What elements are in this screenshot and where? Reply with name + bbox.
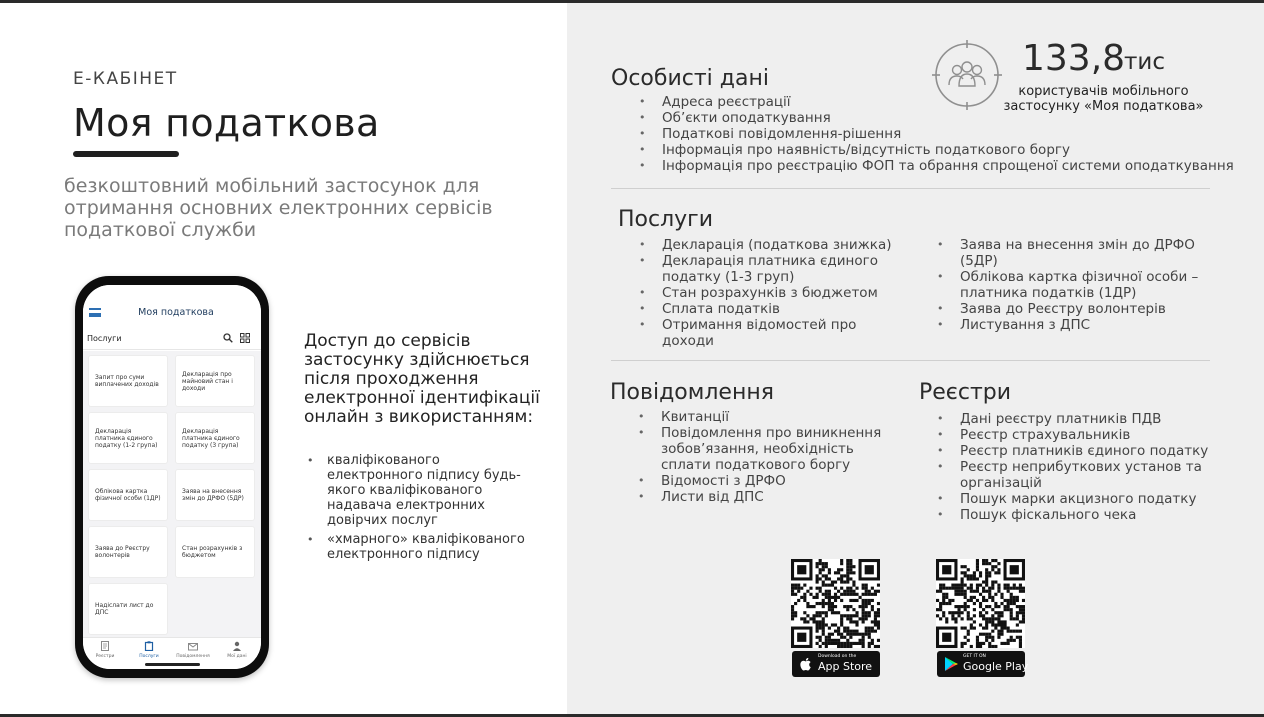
tab-label: Повідомлення: [176, 654, 210, 659]
access-methods-list: [306, 453, 536, 566]
service-tile[interactable]: Декларація платника єдиного податку (1-2 група): [88, 412, 168, 464]
service-tile[interactable]: Заява на внесення змін до ДРФО (5ДР): [175, 469, 255, 521]
services-bar: [83, 329, 261, 350]
list-item: • Стан розрахунків з бюджетом: [637, 285, 907, 301]
list-item: • Реєстр платників єдиного податку: [935, 443, 1215, 459]
qr-code-google-play[interactable]: [936, 559, 1025, 648]
google-play-label: Google Play: [963, 660, 1029, 673]
list-item: • Декларація платника єдиного податку (1-3 груп): [637, 253, 907, 285]
registry-icon: [100, 641, 110, 651]
service-tile[interactable]: Запит про суми виплачених доходів: [88, 355, 168, 407]
list-item: • Квитанції: [636, 409, 886, 425]
clipboard-icon: [144, 641, 154, 651]
stat-unit: тис: [1124, 49, 1165, 75]
list-item: • Податкові повідомлення-рішення: [637, 126, 1237, 142]
list-item: • Заява до Реєстру волонтерів: [935, 301, 1205, 317]
phone-screen: [83, 285, 261, 669]
app-store-label: App Store: [818, 660, 873, 673]
personal-data-list: [637, 94, 1237, 174]
tab-registries[interactable]: [83, 641, 127, 659]
list-item: • Листи від ДПС: [636, 489, 886, 505]
service-tile[interactable]: Стан розрахунків з бюджетом: [175, 526, 255, 578]
divider: [611, 188, 1210, 189]
section-title-personal: Особисті дані: [611, 66, 769, 91]
registries-list: [935, 411, 1215, 523]
page-subtitle: безкоштовний мобільний застосунок для отримання основних електронних сервісів податкової служби: [64, 175, 493, 241]
list-item: • Заява на внесення змін до ДРФО (5ДР): [935, 237, 1205, 269]
list-item: • Сплата податків: [637, 301, 907, 317]
divider: [611, 360, 1210, 361]
tab-label: Реєстри: [95, 654, 115, 659]
app-store-small-label: Download on the: [818, 654, 857, 659]
services-list-col2: [935, 237, 1205, 333]
search-icon[interactable]: [223, 333, 233, 343]
section-title-notifications: Повідомлення: [610, 380, 774, 405]
list-item: • Реєстр страхувальників: [935, 427, 1215, 443]
title-underline: [73, 151, 179, 157]
google-play-badge[interactable]: [937, 651, 1029, 677]
list-item: • Повідомлення про виникнення зобов’язання, необхідність сплати податкового боргу: [636, 425, 886, 473]
list-item: • Відомості з ДРФО: [636, 473, 886, 489]
service-tile[interactable]: Облікова картка фізичної особи (1ДР): [88, 469, 168, 521]
list-item: • Інформація про наявність/відсутність податкового боргу: [637, 142, 1237, 158]
tab-my-data[interactable]: [215, 641, 259, 659]
tab-label: Мої дані: [227, 654, 247, 659]
menu-icon[interactable]: [89, 308, 101, 317]
services-label: Послуги: [87, 334, 122, 343]
person-icon: [232, 641, 242, 651]
app-header: [83, 285, 261, 327]
phone-mockup: [75, 276, 269, 678]
service-tile[interactable]: Декларація про майновий стан і доходи: [175, 355, 255, 407]
notifications-list: [636, 409, 886, 505]
grid-view-icon[interactable]: [240, 333, 250, 343]
access-description: Доступ до сервісів застосунку здійснюється після проходження електронної ідентифікації онлайн з використанням:: [304, 331, 540, 427]
list-item: • Пошук марки акцизного податку: [935, 491, 1215, 507]
list-item: • кваліфікованого електронного підпису будь-якого кваліфікованого надавача електронних довірчих послуг: [306, 453, 536, 528]
list-item: • Реєстр неприбуткових установ та організацій: [935, 459, 1215, 491]
section-title-registries: Реєстри: [919, 380, 1012, 405]
list-item: • Декларація (податкова знижка): [637, 237, 907, 253]
section-title-services: Послуги: [618, 207, 714, 232]
list-item: • Отримання відомостей про доходи: [637, 317, 907, 349]
google-play-icon: [943, 656, 959, 672]
list-item: • Адреса реєстрації: [637, 94, 1237, 110]
service-tiles: [83, 351, 261, 637]
tab-notifications[interactable]: [171, 641, 215, 659]
tab-label: Послуги: [139, 654, 159, 659]
list-item: • Листування з ДПС: [935, 317, 1205, 333]
kicker-label: Е-КАБІНЕТ: [73, 69, 178, 89]
stat-caption: користувачів мобільного застосунку «Моя податкова»: [1003, 84, 1204, 114]
list-item: • «хмарного» кваліфікованого електронного підпису: [306, 532, 536, 562]
list-item: • Дані реєстру платників ПДВ: [935, 411, 1215, 427]
home-indicator: [145, 663, 200, 666]
qr-code-app-store[interactable]: [791, 559, 880, 648]
list-item: • Пошук фіскального чека: [935, 507, 1215, 523]
tab-services[interactable]: [127, 641, 171, 659]
service-tile[interactable]: Декларація платника єдиного податку (3 група): [175, 412, 255, 464]
service-tile[interactable]: Заява до Реєстру волонтерів: [88, 526, 168, 578]
app-title: Моя податкова: [138, 307, 214, 318]
page-title: Моя податкова: [73, 101, 380, 145]
list-item: • Інформація про реєстрацію ФОП та обрання спрощеної системи оподаткування: [637, 158, 1237, 174]
google-play-small-label: GET IT ON: [963, 654, 986, 659]
envelope-icon: [188, 641, 198, 651]
list-item: • Облікова картка фізичної особи – платника податків (1ДР): [935, 269, 1205, 301]
services-list-col1: [637, 237, 907, 349]
list-item: • Об’єкти оподаткування: [637, 110, 1237, 126]
stat-number: 133,8: [1022, 38, 1126, 79]
apple-icon: [798, 656, 814, 672]
service-tile[interactable]: Надіслати лист до ДПС: [88, 583, 168, 635]
app-store-badge[interactable]: [792, 651, 880, 677]
